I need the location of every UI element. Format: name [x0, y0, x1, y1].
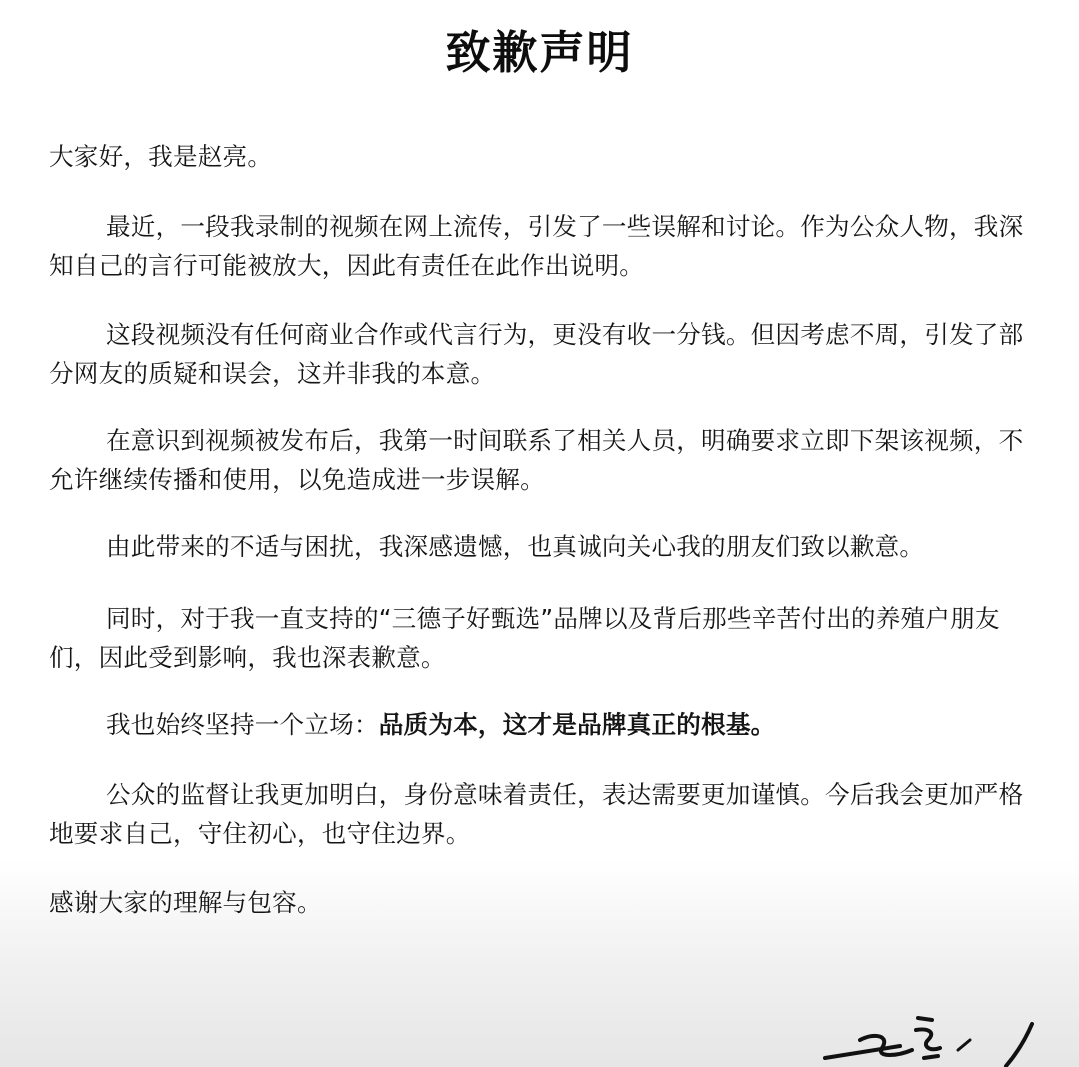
- paragraph-no-commercial: 这段视频没有任何商业合作或代言行为，更没有收一分钱。但因考虑不周，引发了部分网友的质疑和误会，这并非我的本意。: [49, 320, 1024, 388]
- paragraph-regret: 由此带来的不适与困扰，我深感遗憾，也真诚向关心我的朋友们致以歉意。: [106, 532, 925, 561]
- document-title: 致歉声明: [445, 26, 634, 79]
- greeting-line: 大家好，我是赵亮。: [49, 142, 273, 171]
- paragraph-commitment: 公众的监督让我更加明白，身份意味着责任，表达需要更加谨慎。今后我会更加严格地要求自己，守住初心，也守住边界。: [49, 780, 1024, 848]
- stance-prefix: 我也始终坚持一个立场：: [106, 710, 379, 739]
- paragraph-clarification: 最近，一段我录制的视频在网上流传，引发了一些误解和讨论。作为公众人物，我深知自己的言行可能被放大，因此有责任在此作出说明。: [49, 212, 1024, 280]
- stance-emphasis: 品质为本，这才是品牌真正的根基。: [378, 710, 776, 739]
- paragraph-brand-apology: 同时，对于我一直支持的“三德子好甄选”品牌以及背后那些辛苦付出的养殖户朋友们，因此受到影响，我也深表歉意。: [49, 604, 1000, 672]
- paragraph-stance: [49, 705, 1039, 744]
- handwritten-signature: [820, 1010, 1060, 1067]
- paragraph-takedown: 在意识到视频被发布后，我第一时间联系了相关人员，明确要求立即下架该视频，不允许继续传播和使用，以免造成进一步误解。: [49, 426, 1024, 494]
- closing-line: 感谢大家的理解与包容。: [49, 888, 322, 917]
